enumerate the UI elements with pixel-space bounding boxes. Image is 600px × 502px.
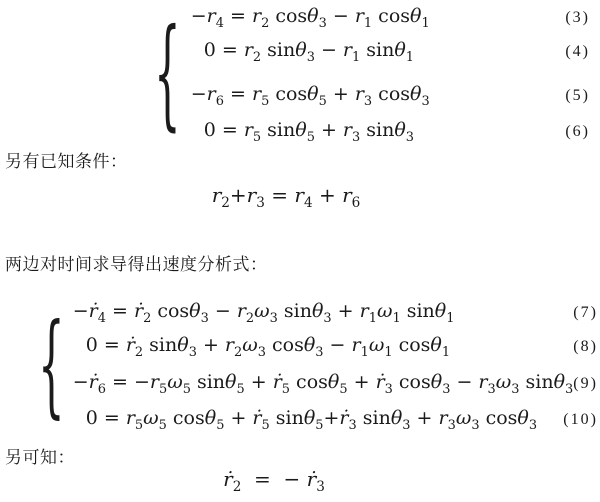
equation-row	[73, 403, 598, 435]
equation-4: $0 = r_2$ $\sin\theta_3 - r_1$ sinθ$_1$	[203, 39, 415, 65]
left-brace: {	[154, 2, 181, 143]
equation-number-4: (4)	[565, 43, 590, 60]
equation-row	[191, 35, 590, 67]
also-known-equation: ṙ$_2$ = − ṙ$_3$	[223, 467, 325, 495]
equation-10: $0 = r_5\omega_5$ cosθ$_5$ + ṙ$_5$ sinθ$_5$+ṙ$_3$ $\sin\theta_3 + r_3\omega_3$ cosθ$_3$	[85, 407, 538, 433]
equation-rows	[181, 1, 590, 147]
equation-number-5: (5)	[565, 87, 590, 104]
equation-3: $-r_4 = r_2$ $\cos\theta_3 - r_1$ cosθ$_1$	[190, 5, 430, 31]
equation-row	[191, 1, 590, 33]
equation-number-3: (3)	[565, 9, 590, 26]
derivative-intro-label: 两边对时间求导得出速度分析式：	[5, 255, 268, 274]
also-known-label: 另可知：	[5, 448, 75, 467]
equation-row	[73, 296, 598, 328]
known-condition-equation: $r_2+r_3 = r_4 + r_6$	[211, 183, 361, 211]
equation-number-10: (10)	[563, 411, 598, 428]
equation-row	[191, 79, 590, 111]
equation-8: 0 = ṙ$_2$ $\sin\theta_3 + r_2\omega_3$ $\cos\theta_3 - r_1\omega_1$ cosθ$_1$	[85, 334, 451, 360]
equation-row	[73, 367, 598, 399]
known-conditions-label: 另有已知条件：	[5, 152, 128, 171]
equation-9: −ṙ$_6$ = $-r_5\omega_5$ sinθ$_5$ + ṙ$_5$ cosθ$_5$ + ṙ$_3$ $\cos\theta_3 - r_3\omega_3$ sinθ$_3$	[72, 371, 574, 397]
equation-number-9: (9)	[573, 375, 598, 392]
equation-5: $-r_6 = r_5$ $\cos\theta_5 + r_3$ cosθ$_3$	[190, 83, 430, 109]
equation-system-3-6	[154, 1, 590, 147]
equation-6: $0 = r_5$ $\sin\theta_5 + r_3$ sinθ$_3$	[203, 119, 415, 145]
equation-row	[73, 330, 598, 362]
equation-7: −ṙ$_4$ = ṙ$_2$ $\cos\theta_3 - r_2\omega_3$ $\sin\theta_3 + r_1\omega_1$ sinθ$_1$	[72, 300, 455, 326]
equation-number-6: (6)	[565, 123, 590, 140]
left-brace: {	[38, 299, 65, 430]
equation-rows	[65, 296, 598, 435]
equation-number-8: (8)	[573, 338, 598, 355]
equation-row	[191, 115, 590, 147]
equation-system-7-10	[38, 296, 598, 435]
equation-number-7: (7)	[573, 304, 598, 321]
